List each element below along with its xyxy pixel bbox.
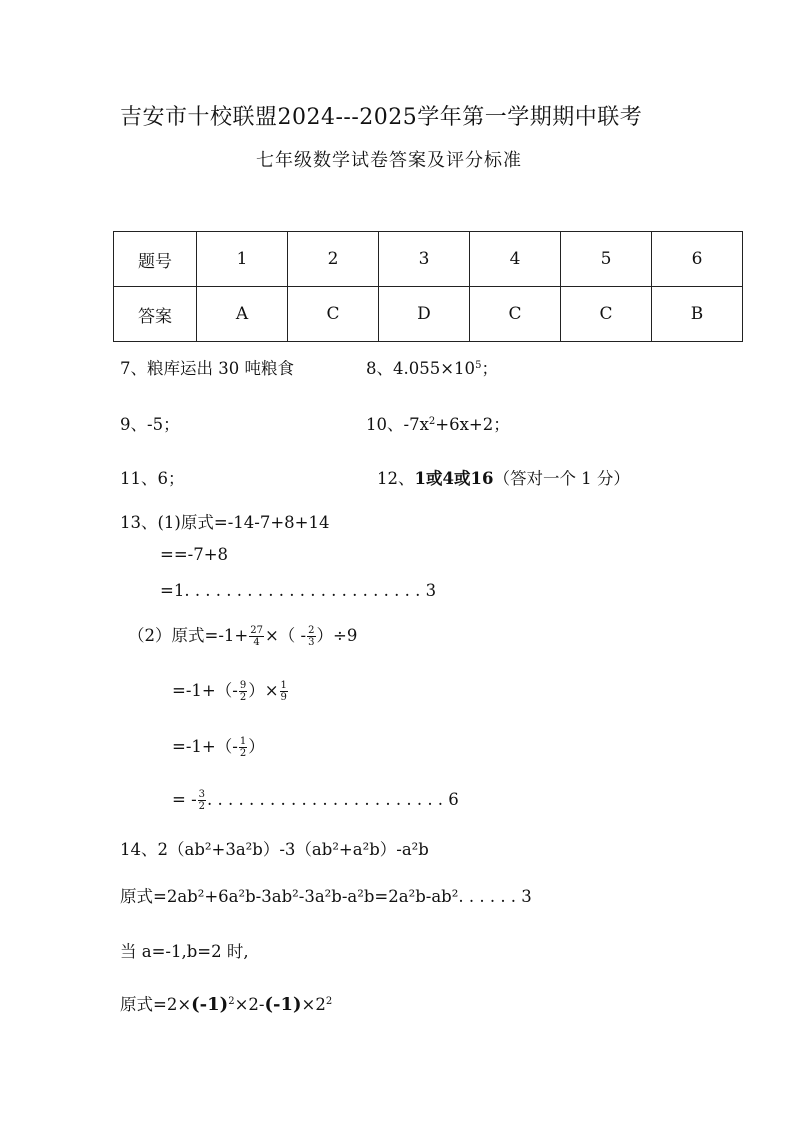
fraction bbox=[198, 789, 206, 812]
answer-q13-2-line4 bbox=[172, 789, 459, 812]
fraction-denominator: 2 bbox=[198, 801, 206, 812]
answer-q10 bbox=[366, 411, 510, 435]
answer-q13-1-line2: ==-7+8 bbox=[160, 545, 229, 564]
answer-q12 bbox=[377, 465, 630, 489]
fraction-denominator: 4 bbox=[253, 637, 260, 648]
answer-q13-2-line2 bbox=[172, 677, 289, 703]
document-subtitle: 七年级数学试卷答案及评分标准 bbox=[256, 150, 522, 171]
table-cell: D bbox=[379, 287, 470, 342]
answer-q14-line2: 原式=2ab²+6a²b-3ab²-3a²b-a²b=2a²b-ab². . . . . . 3 bbox=[120, 887, 532, 906]
table-cell: 5 bbox=[561, 232, 652, 287]
expr-text: ×（ - bbox=[264, 626, 307, 645]
fraction-numerator: 2 bbox=[308, 625, 315, 636]
fraction bbox=[280, 680, 288, 703]
answer-q12-label: 12、 bbox=[377, 469, 415, 488]
expr-term: (-1) bbox=[264, 994, 302, 1015]
fraction-denominator: 9 bbox=[280, 692, 287, 703]
expr-text: （2）原式=-1+ bbox=[128, 626, 249, 645]
expr-text: 原式=2× bbox=[120, 995, 192, 1014]
expr-text: ）× bbox=[248, 681, 279, 700]
answer-q12-note: （答对一个 1 分） bbox=[493, 469, 630, 488]
table-cell: 题号 bbox=[114, 232, 197, 287]
table-row bbox=[114, 232, 743, 287]
answer-q13-2-line1 bbox=[128, 622, 357, 648]
table-cell: 1 bbox=[197, 232, 288, 287]
fraction bbox=[239, 680, 247, 703]
answer-q8-suffix: ； bbox=[481, 359, 498, 378]
answer-table bbox=[113, 231, 743, 342]
table-cell: 6 bbox=[652, 232, 743, 287]
answer-q14-line3: 当 a=-1,b=2 时, bbox=[120, 942, 249, 961]
answer-q10-text: 10、-7x bbox=[366, 415, 429, 434]
fraction bbox=[249, 625, 264, 648]
exponent: 2 bbox=[325, 996, 333, 1007]
fraction-numerator: 9 bbox=[239, 680, 247, 691]
fraction-numerator: 3 bbox=[198, 789, 206, 800]
table-cell: 2 bbox=[288, 232, 379, 287]
answer-q9: 9、-5； bbox=[120, 415, 180, 434]
answer-q14-line4 bbox=[120, 991, 332, 1015]
expr-text: ×2 bbox=[301, 995, 326, 1014]
answer-q8 bbox=[366, 355, 498, 379]
table-cell: 3 bbox=[379, 232, 470, 287]
expr-text: ）÷9 bbox=[316, 626, 358, 645]
fraction bbox=[239, 736, 247, 759]
table-cell: C bbox=[470, 287, 561, 342]
answer-q11: 11、6； bbox=[120, 469, 185, 488]
exponent: 2 bbox=[228, 996, 235, 1007]
fraction-numerator: 27 bbox=[250, 625, 263, 636]
fraction-denominator: 2 bbox=[239, 748, 247, 759]
expr-text: ×2- bbox=[234, 995, 265, 1014]
table-cell: 答案 bbox=[114, 287, 197, 342]
table-row bbox=[114, 287, 743, 342]
expr-text: =-1+（- bbox=[172, 681, 238, 700]
answer-q13-1-line3: =1. . . . . . . . . . . . . . . . . . . . . . . 3 bbox=[160, 581, 437, 600]
answer-q13-1-line1: 13、(1)原式=-14-7+8+14 bbox=[120, 513, 330, 532]
expr-text: ） bbox=[248, 737, 265, 756]
table-cell: B bbox=[652, 287, 743, 342]
expr-text: . . . . . . . . . . . . . . . . . . . . . . . 6 bbox=[207, 790, 459, 809]
document-title: 吉安市十校联盟2024---2025学年第一学期期中联考 bbox=[120, 105, 643, 130]
answer-q12-value: 1或4或16 bbox=[414, 469, 494, 488]
fraction-denominator: 2 bbox=[239, 692, 247, 703]
table-cell: 4 bbox=[470, 232, 561, 287]
answer-q8-exponent: 5 bbox=[475, 360, 482, 371]
fraction-numerator: 1 bbox=[239, 736, 247, 747]
answer-q10-exponent: 2 bbox=[428, 416, 436, 427]
expr-term: (-1) bbox=[191, 994, 229, 1015]
fraction bbox=[307, 625, 315, 648]
answer-q14-line1: 14、2（ab²+3a²b）-3（ab²+a²b）-a²b bbox=[120, 840, 429, 859]
expr-text: =-1+（- bbox=[172, 737, 238, 756]
table-cell: A bbox=[197, 287, 288, 342]
answer-q8-text: 8、4.055×10 bbox=[366, 359, 476, 378]
table-cell: C bbox=[288, 287, 379, 342]
expr-text: = - bbox=[172, 790, 197, 809]
answer-q10-suffix: +6x+2； bbox=[435, 415, 510, 434]
answer-q7: 7、粮库运出 30 吨粮食 bbox=[120, 359, 294, 378]
answer-q13-2-line3 bbox=[172, 733, 265, 759]
table-cell: C bbox=[561, 287, 652, 342]
fraction-denominator: 3 bbox=[308, 637, 315, 648]
fraction-numerator: 1 bbox=[280, 680, 287, 691]
